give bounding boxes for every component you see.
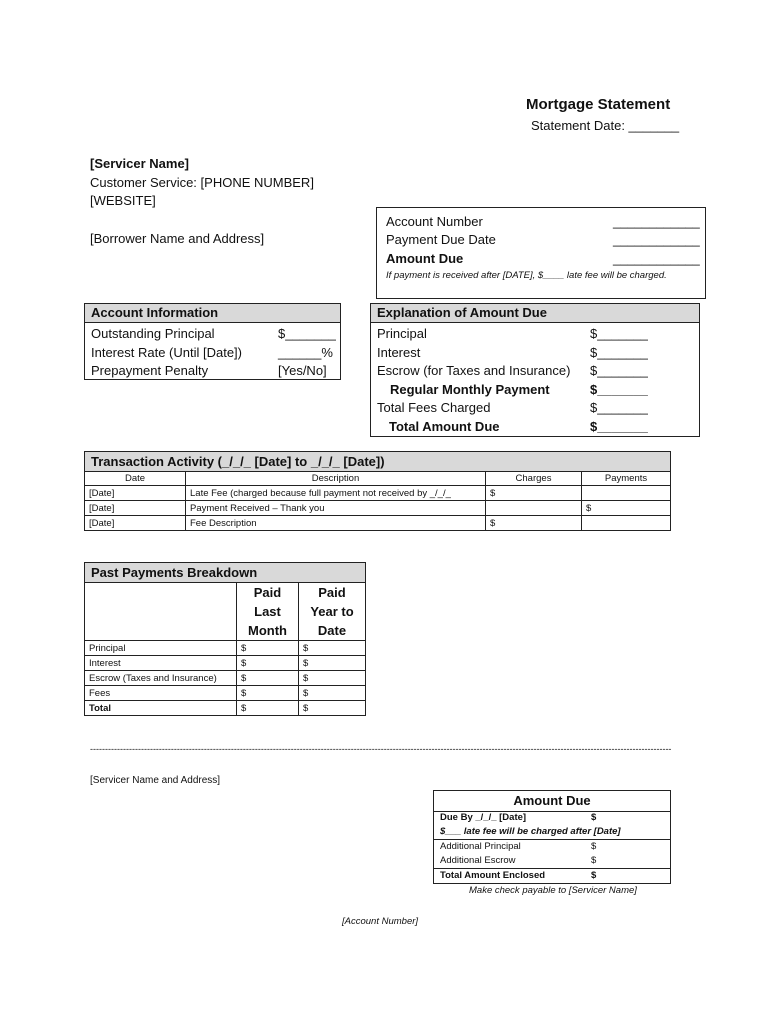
cut-line: -------------------------------------------------------------------------------------------------------------------------------------------------------------------------------------------------- bbox=[90, 744, 672, 754]
explanation-value: $_______ bbox=[590, 382, 648, 397]
cell-ytd: $ bbox=[299, 671, 366, 686]
account-number-footer: [Account Number] bbox=[342, 916, 419, 927]
cell-description: Fee Description bbox=[186, 516, 486, 531]
transaction-activity-header: Transaction Activity (_/_/_ [Date] to _/_/_ [Date]) bbox=[85, 452, 671, 472]
divider bbox=[434, 839, 670, 840]
account-info-value: [Yes/No] bbox=[278, 363, 327, 378]
explanation-row bbox=[377, 343, 693, 362]
cell-last-month: $ bbox=[237, 641, 299, 656]
cell-payments bbox=[582, 516, 671, 531]
explanation-label: Total Amount Due bbox=[389, 419, 500, 434]
explanation-box bbox=[370, 303, 700, 437]
coupon-additional-principal: Additional Principal bbox=[440, 841, 521, 852]
col-header-paid-last-month: Paid Last Month bbox=[237, 583, 299, 641]
explanation-row-total bbox=[377, 417, 693, 436]
cell-date: [Date] bbox=[85, 486, 186, 501]
table-row bbox=[85, 656, 366, 671]
explanation-label: Interest bbox=[377, 345, 421, 360]
col-header-paid-ytd: Paid Year to Date bbox=[299, 583, 366, 641]
divider bbox=[434, 868, 670, 869]
col-header-description: Description bbox=[186, 472, 486, 486]
explanation-value: $_______ bbox=[590, 363, 648, 378]
account-info-row bbox=[91, 343, 334, 362]
col-header-charges: Charges bbox=[486, 472, 582, 486]
account-info-label: Outstanding Principal bbox=[91, 326, 215, 341]
transaction-activity bbox=[84, 451, 671, 531]
explanation-row bbox=[377, 324, 693, 343]
cell-category: Total bbox=[85, 701, 237, 716]
coupon-additional-escrow: Additional Escrow bbox=[440, 855, 516, 866]
account-information-header: Account Information bbox=[85, 304, 340, 323]
cell-description: Late Fee (charged because full payment not received by _/_/_ bbox=[186, 486, 486, 501]
cell-category: Interest bbox=[85, 656, 237, 671]
cell-charges: $ bbox=[486, 486, 582, 501]
cell-date: [Date] bbox=[85, 501, 186, 516]
explanation-value: $_______ bbox=[590, 345, 648, 360]
col-header-date: Date bbox=[85, 472, 186, 486]
explanation-row-regular-payment bbox=[377, 380, 693, 399]
account-info-value: ______% bbox=[278, 345, 333, 360]
payment-due-date-blank: ____________ bbox=[613, 232, 700, 247]
explanation-label: Regular Monthly Payment bbox=[390, 382, 550, 397]
cell-ytd: $ bbox=[299, 701, 366, 716]
servicer-name: [Servicer Name] bbox=[90, 156, 189, 171]
explanation-header: Explanation of Amount Due bbox=[371, 304, 699, 323]
coupon-additional-principal-value: $ bbox=[591, 841, 597, 852]
explanation-row bbox=[377, 398, 693, 417]
explanation-value: $_______ bbox=[590, 326, 648, 341]
amount-due-label: Amount Due bbox=[386, 251, 464, 266]
cell-category: Escrow (Taxes and Insurance) bbox=[85, 671, 237, 686]
coupon-late-note: $___ late fee will be charged after [Date] bbox=[440, 826, 621, 837]
customer-service: Customer Service: [PHONE NUMBER] bbox=[90, 175, 314, 190]
cell-payments: $ bbox=[582, 501, 671, 516]
coupon-due-by-value: $ bbox=[591, 812, 597, 823]
cell-date: [Date] bbox=[85, 516, 186, 531]
table-row bbox=[85, 501, 671, 516]
cell-ytd: $ bbox=[299, 686, 366, 701]
coupon-header: Amount Due bbox=[434, 791, 670, 812]
explanation-value: $_______ bbox=[590, 400, 648, 415]
past-payments-header: Past Payments Breakdown bbox=[85, 563, 366, 583]
table-row bbox=[85, 671, 366, 686]
account-info-label: Prepayment Penalty bbox=[91, 363, 209, 378]
payment-due-date-label: Payment Due Date bbox=[386, 232, 496, 247]
coupon-total-value: $ bbox=[591, 870, 597, 881]
website: [WEBSITE] bbox=[90, 193, 156, 208]
explanation-value: $_______ bbox=[590, 419, 648, 434]
cell-category: Principal bbox=[85, 641, 237, 656]
cell-last-month: $ bbox=[237, 656, 299, 671]
table-row bbox=[85, 486, 671, 501]
account-info-row bbox=[91, 361, 334, 380]
cell-ytd: $ bbox=[299, 656, 366, 671]
amount-due-blank: ____________ bbox=[613, 251, 700, 266]
coupon-additional-escrow-value: $ bbox=[591, 855, 597, 866]
explanation-label: Escrow (for Taxes and Insurance) bbox=[377, 363, 571, 378]
table-row bbox=[85, 686, 366, 701]
late-fee-note: If payment is received after [DATE], $____ late fee will be charged. bbox=[386, 270, 667, 281]
cell-description: Payment Received – Thank you bbox=[186, 501, 486, 516]
payment-coupon bbox=[433, 790, 671, 884]
account-number-label: Account Number bbox=[386, 214, 483, 229]
cell-last-month: $ bbox=[237, 671, 299, 686]
servicer-name-address: [Servicer Name and Address] bbox=[90, 775, 221, 786]
table-row-total bbox=[85, 701, 366, 716]
borrower-name-address: [Borrower Name and Address] bbox=[90, 231, 265, 246]
account-info-label: Interest Rate (Until [Date]) bbox=[91, 345, 242, 360]
cell-last-month: $ bbox=[237, 686, 299, 701]
cell-payments bbox=[582, 486, 671, 501]
account-info-row bbox=[91, 324, 334, 343]
explanation-label: Total Fees Charged bbox=[377, 400, 491, 415]
statement-date: Statement Date: _______ bbox=[531, 118, 680, 133]
explanation-row bbox=[377, 361, 693, 380]
past-payments-breakdown bbox=[84, 562, 366, 716]
account-info-value: $_______ bbox=[278, 326, 336, 341]
account-information-box bbox=[84, 303, 341, 380]
cell-category: Fees bbox=[85, 686, 237, 701]
payable-note: Make check payable to [Servicer Name] bbox=[469, 885, 637, 896]
coupon-total-label: Total Amount Enclosed bbox=[440, 870, 546, 881]
col-header-payments: Payments bbox=[582, 472, 671, 486]
cell-last-month: $ bbox=[237, 701, 299, 716]
account-summary-box bbox=[376, 207, 706, 299]
cell-charges bbox=[486, 501, 582, 516]
explanation-label: Principal bbox=[377, 326, 427, 341]
page-title: Mortgage Statement bbox=[526, 96, 671, 113]
cell-charges: $ bbox=[486, 516, 582, 531]
table-row bbox=[85, 516, 671, 531]
account-number-blank: ____________ bbox=[613, 214, 700, 229]
table-row bbox=[85, 641, 366, 656]
coupon-due-by: Due By _/_/_ [Date] bbox=[440, 812, 527, 823]
cell-ytd: $ bbox=[299, 641, 366, 656]
